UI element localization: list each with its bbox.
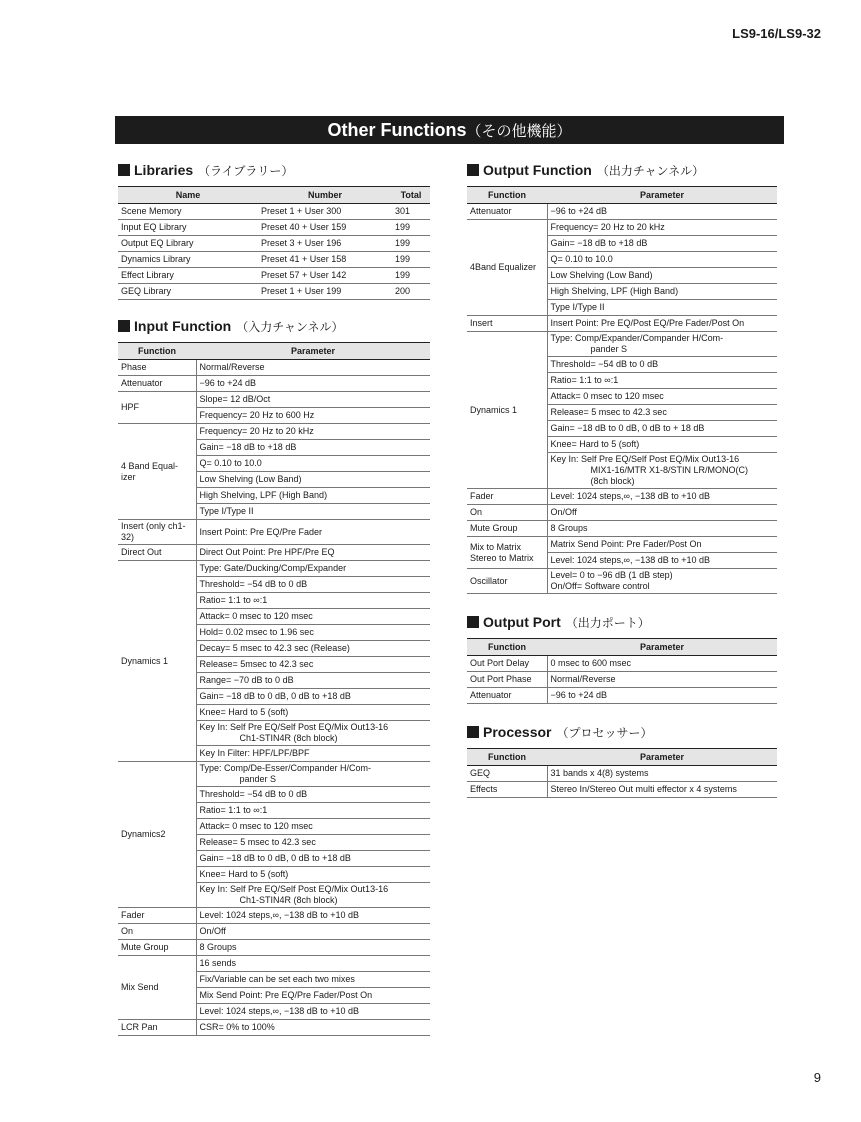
table-row xyxy=(118,545,430,561)
banner-subtitle: （その他機能） xyxy=(466,123,572,140)
table-row xyxy=(118,204,430,220)
parameter-cell: Low Shelving (Low Band) xyxy=(196,472,430,488)
parameter-line: Level= 0 to −96 dB (1 dB step) xyxy=(550,570,673,580)
function-cell xyxy=(467,766,547,782)
function-label: Attenuator xyxy=(121,378,163,388)
parameter-cell xyxy=(547,569,777,594)
parameter-line: pander S xyxy=(590,344,628,354)
square-bullet-icon xyxy=(118,320,130,332)
column-header: Parameter xyxy=(547,639,777,656)
input-function-title-jp: （入力チャンネル） xyxy=(236,319,344,334)
parameter-line: Key In: Self Pre EQ/Self Post EQ/Mix Out13-16 xyxy=(550,454,740,464)
table-row xyxy=(467,688,777,704)
right-column xyxy=(467,160,777,798)
function-label: Mix Send xyxy=(121,982,159,992)
table-cell: Preset 41 + User 158 xyxy=(258,252,392,268)
parameter-cell: Threshold= −54 dB to 0 dB xyxy=(547,357,777,373)
table-row xyxy=(467,569,777,594)
table-row xyxy=(467,332,777,357)
parameter-cell: Threshold= −54 dB to 0 dB xyxy=(196,787,430,803)
table-row xyxy=(467,782,777,798)
parameter-cell: Knee= Hard to 5 (soft) xyxy=(547,437,777,453)
function-label: Dynamics2 xyxy=(121,829,166,839)
column-header: Parameter xyxy=(547,749,777,766)
function-cell xyxy=(467,537,547,569)
function-label: Attenuator xyxy=(470,206,512,216)
parameter-cell: High Shelving, LPF (High Band) xyxy=(196,488,430,504)
parameter-cell: Gain= −18 dB to 0 dB, 0 dB to + 18 dB xyxy=(547,421,777,437)
function-cell xyxy=(467,569,547,594)
function-cell xyxy=(118,392,196,424)
function-label: Attenuator xyxy=(470,690,512,700)
parameter-line: Key In: Self Pre EQ/Self Post EQ/Mix Out13-16 xyxy=(199,722,389,732)
function-cell xyxy=(467,220,547,316)
processor-title-jp: （プロセッサー） xyxy=(556,725,653,740)
parameter-cell: Gain= −18 dB to +18 dB xyxy=(547,236,777,252)
table-row xyxy=(467,656,777,672)
parameter-cell: Gain= −18 dB to 0 dB, 0 dB to +18 dB xyxy=(196,689,430,705)
table-row xyxy=(467,316,777,332)
page-number: 9 xyxy=(813,1070,821,1085)
processor-title: Processor xyxy=(483,724,552,740)
output-port-title: Output Port xyxy=(483,614,561,630)
function-cell xyxy=(467,782,547,798)
parameter-cell: Decay= 5 msec to 42.3 sec (Release) xyxy=(196,641,430,657)
table-cell: Dynamics Library xyxy=(118,252,258,268)
table-row xyxy=(118,924,430,940)
table-row xyxy=(467,505,777,521)
function-label: Fader xyxy=(470,491,494,501)
parameter-cell: Attack= 0 msec to 120 msec xyxy=(196,819,430,835)
parameter-cell: Hold= 0.02 msec to 1.96 sec xyxy=(196,625,430,641)
parameter-cell: Ratio= 1:1 to ∞:1 xyxy=(547,373,777,389)
table-cell: 199 xyxy=(392,236,430,252)
function-label: On xyxy=(121,926,134,936)
parameter-cell: Insert Point: Pre EQ/Pre Fader xyxy=(196,520,430,545)
parameter-cell: 31 bands x 4(8) systems xyxy=(547,766,777,782)
parameter-line: pander S xyxy=(239,774,277,784)
parameter-line: MIX1-16/MTR X1-8/STIN LR/MONO(C) xyxy=(590,465,749,475)
parameter-cell: Fix/Variable can be set each two mixes xyxy=(196,972,430,988)
table-row xyxy=(118,360,430,376)
function-cell xyxy=(118,762,196,908)
parameter-cell: Gain= −18 dB to +18 dB xyxy=(196,440,430,456)
parameter-cell: Ratio= 1:1 to ∞:1 xyxy=(196,803,430,819)
parameter-cell: Frequency= 20 Hz to 20 kHz xyxy=(196,424,430,440)
square-bullet-icon xyxy=(118,164,130,176)
table-row xyxy=(118,392,430,408)
function-cell xyxy=(467,332,547,489)
parameter-cell xyxy=(196,883,430,908)
parameter-cell: Level: 1024 steps,∞, −138 dB to +10 dB xyxy=(547,489,777,505)
table-row xyxy=(118,956,430,972)
table-row xyxy=(118,762,430,787)
function-label: On xyxy=(470,507,483,517)
table-cell: Preset 40 + User 159 xyxy=(258,220,392,236)
output-function-title-jp: （出力チャンネル） xyxy=(596,163,705,178)
parameter-cell: Threshold= −54 dB to 0 dB xyxy=(196,577,430,593)
function-label: Insert xyxy=(470,318,493,328)
function-label: Dynamics 1 xyxy=(470,404,518,415)
parameter-cell: Q= 0.10 to 10.0 xyxy=(547,252,777,268)
table-cell: Preset 1 + User 199 xyxy=(258,284,392,300)
function-label: Oscillator xyxy=(470,575,508,586)
parameter-cell xyxy=(547,453,777,489)
parameter-line: Ch1-STIN4R (8ch block) xyxy=(239,895,338,905)
output-port-title-jp: （出力ポート） xyxy=(565,615,650,630)
parameter-line: On/Off= Software control xyxy=(550,581,650,591)
parameter-cell: Key In Filter: HPF/LPF/BPF xyxy=(196,746,430,762)
parameter-cell xyxy=(196,762,430,787)
parameter-cell: Q= 0.10 to 10.0 xyxy=(196,456,430,472)
square-bullet-icon xyxy=(467,726,479,738)
parameter-cell: Level: 1024 steps,∞, −138 dB to +10 dB xyxy=(196,908,430,924)
function-label: Phase xyxy=(121,362,147,372)
function-label: Mix to Matrix Stereo to Matrix xyxy=(470,541,534,563)
column-header: Name xyxy=(118,187,258,204)
function-label: HPF xyxy=(121,402,139,412)
parameter-cell: Stereo In/Stereo Out multi effector x 4 systems xyxy=(547,782,777,798)
parameter-cell: Insert Point: Pre EQ/Post EQ/Pre Fader/Post On xyxy=(547,316,777,332)
table-cell: Preset 57 + User 142 xyxy=(258,268,392,284)
function-cell xyxy=(118,908,196,924)
function-label: Mute Group xyxy=(121,942,169,952)
square-bullet-icon xyxy=(467,616,479,628)
column-header: Function xyxy=(118,343,196,360)
function-cell xyxy=(467,316,547,332)
left-column xyxy=(118,160,430,1036)
function-label: Mute Group xyxy=(470,523,518,533)
output-function-title: Output Function xyxy=(483,162,592,178)
parameter-cell: Frequency= 20 Hz to 20 kHz xyxy=(547,220,777,236)
parameter-cell: Direct Out Point: Pre HPF/Pre EQ xyxy=(196,545,430,561)
table-row xyxy=(118,252,430,268)
table-row xyxy=(467,672,777,688)
table-row xyxy=(467,220,777,236)
function-cell xyxy=(467,521,547,537)
input-function-table xyxy=(118,342,430,1036)
table-row xyxy=(118,908,430,924)
table-cell: Preset 1 + User 300 xyxy=(258,204,392,220)
column-header: Number xyxy=(258,187,392,204)
table-cell: Preset 3 + User 196 xyxy=(258,236,392,252)
parameter-cell: Type I/Type II xyxy=(547,300,777,316)
output-function-table xyxy=(467,186,777,594)
table-row xyxy=(118,268,430,284)
table-row xyxy=(467,489,777,505)
libraries-title-jp: （ライブラリー） xyxy=(198,163,294,178)
table-cell: 200 xyxy=(392,284,430,300)
parameter-cell: Release= 5 msec to 42.3 sec xyxy=(196,835,430,851)
parameter-cell: −96 to +24 dB xyxy=(196,376,430,392)
function-cell xyxy=(467,505,547,521)
parameter-cell: Attack= 0 msec to 120 msec xyxy=(196,609,430,625)
table-cell: GEQ Library xyxy=(118,284,258,300)
model-label: LS9-16/LS9-32 xyxy=(732,26,821,41)
table-row xyxy=(118,284,430,300)
table-cell: Output EQ Library xyxy=(118,236,258,252)
function-cell xyxy=(118,924,196,940)
table-row xyxy=(118,561,430,577)
function-cell xyxy=(118,956,196,1020)
function-cell xyxy=(467,489,547,505)
parameter-cell: Type: Gate/Ducking/Comp/Expander xyxy=(196,561,430,577)
parameter-cell: 16 sends xyxy=(196,956,430,972)
parameter-cell: Normal/Reverse xyxy=(547,672,777,688)
column-header: Parameter xyxy=(547,187,777,204)
libraries-title: Libraries xyxy=(134,162,194,178)
column-header: Function xyxy=(467,749,547,766)
output-port-heading xyxy=(467,612,777,632)
function-cell xyxy=(118,424,196,520)
parameter-cell: Level: 1024 steps,∞, −138 dB to +10 dB xyxy=(547,553,777,569)
table-row xyxy=(467,204,777,220)
libraries-heading xyxy=(118,160,430,180)
table-row xyxy=(467,521,777,537)
column-header: Total xyxy=(392,187,430,204)
parameter-cell: Range= −70 dB to 0 dB xyxy=(196,673,430,689)
parameter-cell: Ratio= 1:1 to ∞:1 xyxy=(196,593,430,609)
parameter-cell: Release= 5msec to 42.3 sec xyxy=(196,657,430,673)
table-row xyxy=(467,766,777,782)
parameter-line: Key In: Self Pre EQ/Self Post EQ/Mix Out13-16 xyxy=(199,884,389,894)
function-label: Dynamics 1 xyxy=(121,655,169,666)
square-bullet-icon xyxy=(467,164,479,176)
output-port-table xyxy=(467,638,777,704)
parameter-cell: On/Off xyxy=(547,505,777,521)
section-banner xyxy=(115,116,784,144)
banner-title: Other Functions xyxy=(327,120,467,140)
parameter-cell: CSR= 0% to 100% xyxy=(196,1020,430,1036)
parameter-cell: Level: 1024 steps,∞, −138 dB to +10 dB xyxy=(196,1004,430,1020)
parameter-cell: Frequency= 20 Hz to 600 Hz xyxy=(196,408,430,424)
output-function-heading xyxy=(467,160,777,180)
table-row xyxy=(118,940,430,956)
table-row xyxy=(118,424,430,440)
function-cell xyxy=(467,656,547,672)
table-row xyxy=(118,236,430,252)
parameter-cell: On/Off xyxy=(196,924,430,940)
function-cell xyxy=(118,360,196,376)
table-cell: Scene Memory xyxy=(118,204,258,220)
parameter-cell: Attack= 0 msec to 120 msec xyxy=(547,389,777,405)
parameter-line: Type: Comp/De-Esser/Compander H/Com- xyxy=(199,763,372,773)
parameter-cell: 8 Groups xyxy=(547,521,777,537)
parameter-cell: −96 to +24 dB xyxy=(547,688,777,704)
parameter-cell xyxy=(196,721,430,746)
function-cell xyxy=(118,1020,196,1036)
function-label: 4 Band Equal- izer xyxy=(121,460,179,482)
parameter-cell: Knee= Hard to 5 (soft) xyxy=(196,705,430,721)
table-cell: 199 xyxy=(392,252,430,268)
table-cell: 199 xyxy=(392,220,430,236)
parameter-cell: 8 Groups xyxy=(196,940,430,956)
function-label: Insert (only ch1-32) xyxy=(121,521,186,542)
function-label: 4Band Equalizer xyxy=(470,262,537,272)
parameter-cell: Low Shelving (Low Band) xyxy=(547,268,777,284)
column-header: Parameter xyxy=(196,343,430,360)
function-cell xyxy=(118,376,196,392)
input-function-heading xyxy=(118,316,430,336)
table-cell: Effect Library xyxy=(118,268,258,284)
function-label: GEQ xyxy=(470,768,491,778)
parameter-cell: −96 to +24 dB xyxy=(547,204,777,220)
column-header: Function xyxy=(467,639,547,656)
function-cell xyxy=(118,520,196,545)
parameter-cell: Normal/Reverse xyxy=(196,360,430,376)
function-cell xyxy=(467,204,547,220)
function-cell xyxy=(467,672,547,688)
parameter-cell: Knee= Hard to 5 (soft) xyxy=(196,867,430,883)
parameter-line: Ch1-STIN4R (8ch block) xyxy=(239,733,338,743)
parameter-line: Type: Comp/Expander/Compander H/Com- xyxy=(550,333,724,343)
function-label: Effects xyxy=(470,784,498,794)
parameter-cell: Slope= 12 dB/Oct xyxy=(196,392,430,408)
function-label: Fader xyxy=(121,910,145,920)
column-header: Function xyxy=(467,187,547,204)
table-row xyxy=(118,520,430,545)
parameter-cell: High Shelving, LPF (High Band) xyxy=(547,284,777,300)
function-cell xyxy=(118,545,196,561)
table-row xyxy=(118,1020,430,1036)
function-cell xyxy=(467,688,547,704)
parameter-cell: Matrix Send Point: Pre Fader/Post On xyxy=(547,537,777,553)
input-function-title: Input Function xyxy=(134,318,232,334)
parameter-cell: Mix Send Point: Pre EQ/Pre Fader/Post On xyxy=(196,988,430,1004)
parameter-cell xyxy=(547,332,777,357)
parameter-line: (8ch block) xyxy=(590,476,635,486)
function-cell xyxy=(118,940,196,956)
parameter-cell: Gain= −18 dB to 0 dB, 0 dB to +18 dB xyxy=(196,851,430,867)
table-cell: Input EQ Library xyxy=(118,220,258,236)
table-row xyxy=(118,376,430,392)
table-row xyxy=(118,220,430,236)
parameter-cell: Release= 5 msec to 42.3 sec xyxy=(547,405,777,421)
parameter-cell: Type I/Type II xyxy=(196,504,430,520)
table-cell: 199 xyxy=(392,268,430,284)
table-row xyxy=(467,537,777,553)
function-cell xyxy=(118,561,196,762)
processor-heading xyxy=(467,722,777,742)
function-label: Out Port Delay xyxy=(470,658,530,668)
function-label: Out Port Phase xyxy=(470,674,532,684)
function-label: Direct Out xyxy=(121,547,162,557)
libraries-table xyxy=(118,186,430,300)
parameter-cell: 0 msec to 600 msec xyxy=(547,656,777,672)
function-label: LCR Pan xyxy=(121,1022,158,1032)
table-cell: 301 xyxy=(392,204,430,220)
processor-table xyxy=(467,748,777,798)
